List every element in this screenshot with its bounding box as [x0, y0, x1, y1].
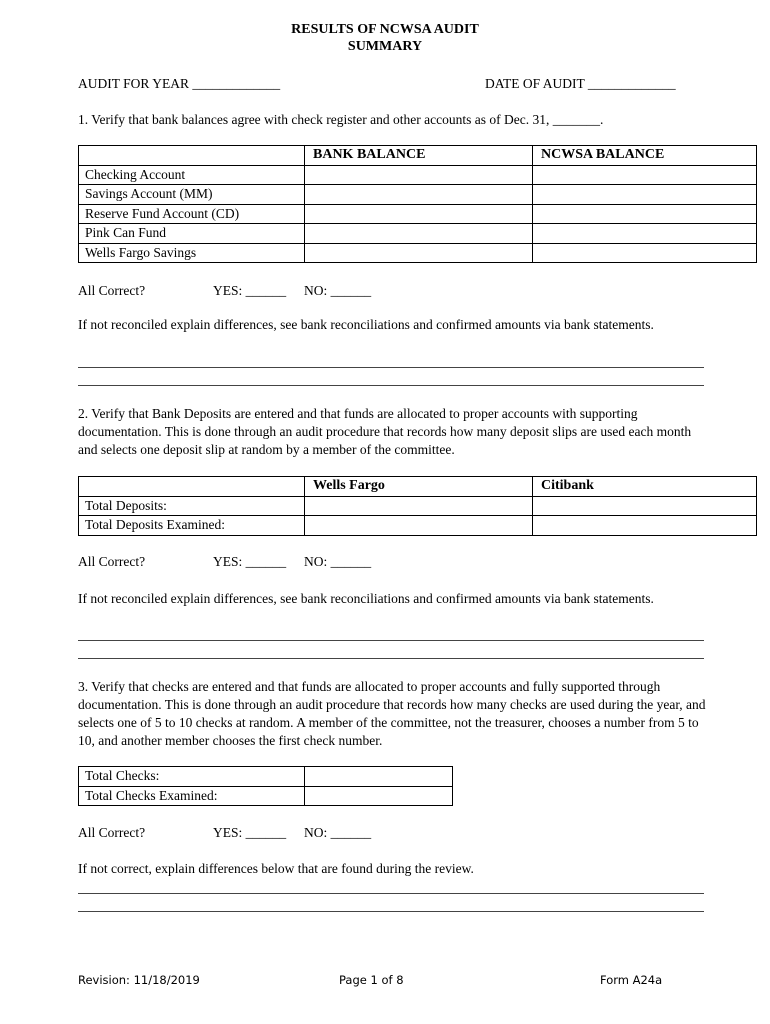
- deposits-table: [78, 476, 757, 536]
- row-label-savings: Savings Account (MM): [79, 185, 305, 205]
- bank-balance-cell[interactable]: [305, 165, 533, 185]
- audit-date-field[interactable]: DATE OF AUDIT _____________: [485, 76, 676, 91]
- table-row: [79, 224, 757, 244]
- all-correct-label: All Correct?: [78, 554, 146, 569]
- explain-text: If not reconciled explain differences, see bank reconciliations and confirmed amounts via bank statements.: [78, 591, 654, 606]
- table-row: [79, 185, 757, 205]
- audit-year-field[interactable]: AUDIT FOR YEAR _____________: [78, 76, 281, 91]
- answer-line[interactable]: [78, 385, 704, 386]
- row-label-total-deposits: Total Deposits:: [79, 496, 305, 516]
- ncwsa-balance-header: NCWSA BALANCE: [533, 146, 757, 166]
- bank-balance-cell[interactable]: [305, 204, 533, 224]
- explain-text: If not reconciled explain differences, see bank reconciliations and confirmed amounts via bank statements.: [78, 317, 654, 332]
- revision-date: Revision: 11/18/2019: [78, 973, 200, 987]
- bank-balance-cell[interactable]: [305, 243, 533, 263]
- row-label-total-checks: Total Checks:: [79, 767, 305, 787]
- no-field[interactable]: NO: ______: [304, 825, 372, 840]
- ncwsa-balance-cell[interactable]: [533, 243, 757, 263]
- checks-value-cell[interactable]: [305, 767, 453, 787]
- row-label-wells-fargo-savings: Wells Fargo Savings: [79, 243, 305, 263]
- table-row: [79, 767, 453, 787]
- row-label-reserve: Reserve Fund Account (CD): [79, 204, 305, 224]
- answer-line[interactable]: [78, 893, 704, 894]
- section3-instruction: 3. Verify that checks are entered and that funds are allocated to proper accounts and fully supported through documentation. This is done through an audit procedure that records how many checks are used during the year, and selects one of 5 to 10 checks at random. A member of the committee, not the treasurer, chooses a number from 5 to 10, and another member chooses the first check number.: [78, 679, 706, 748]
- ncwsa-balance-cell[interactable]: [533, 224, 757, 244]
- bank-balance-cell[interactable]: [305, 185, 533, 205]
- yes-field[interactable]: YES: ______: [213, 554, 287, 569]
- ncwsa-balance-cell[interactable]: [533, 165, 757, 185]
- yes-field[interactable]: YES: ______: [213, 283, 287, 298]
- bank-balance-table: [78, 145, 757, 263]
- table-row: [79, 516, 757, 536]
- wells-fargo-cell[interactable]: [305, 516, 533, 536]
- answer-line[interactable]: [78, 658, 704, 659]
- bank-balance-cell[interactable]: [305, 224, 533, 244]
- no-field[interactable]: NO: ______: [304, 554, 372, 569]
- row-label-checks-examined: Total Checks Examined:: [79, 786, 305, 806]
- table-header-row: [79, 477, 757, 497]
- yes-field[interactable]: YES: ______: [213, 825, 287, 840]
- citibank-cell[interactable]: [533, 496, 757, 516]
- no-field[interactable]: NO: ______: [304, 283, 372, 298]
- wells-fargo-cell[interactable]: [305, 496, 533, 516]
- row-label-pink-can: Pink Can Fund: [79, 224, 305, 244]
- table-row: [79, 786, 453, 806]
- all-correct-label: All Correct?: [78, 825, 146, 840]
- table-row: [79, 243, 757, 263]
- answer-line[interactable]: [78, 367, 704, 368]
- checks-table: [78, 766, 453, 806]
- table-row: [79, 165, 757, 185]
- citibank-header: Citibank: [533, 477, 757, 497]
- form-number: Form A24a: [600, 973, 663, 987]
- bank-balance-header: BANK BALANCE: [305, 146, 533, 166]
- all-correct-label: All Correct?: [78, 283, 146, 298]
- table-header-row: [79, 146, 757, 166]
- ncwsa-balance-cell[interactable]: [533, 204, 757, 224]
- answer-line[interactable]: [78, 911, 704, 912]
- table-header-cell: [79, 146, 305, 166]
- page-number: Page 1 of 8: [339, 973, 404, 987]
- document-title: RESULTS OF NCWSA AUDIT: [291, 22, 479, 37]
- explain-text: If not correct, explain differences below that are found during the review.: [78, 861, 474, 876]
- table-row: [79, 496, 757, 516]
- ncwsa-balance-cell[interactable]: [533, 185, 757, 205]
- table-row: [79, 204, 757, 224]
- section1-instruction: 1. Verify that bank balances agree with check register and other accounts as of Dec. 31, _______.: [78, 112, 604, 127]
- wells-fargo-header: Wells Fargo: [305, 477, 533, 497]
- table-header-cell: [79, 477, 305, 497]
- document-subtitle: SUMMARY: [347, 39, 423, 54]
- checks-value-cell[interactable]: [305, 786, 453, 806]
- answer-line[interactable]: [78, 640, 704, 641]
- citibank-cell[interactable]: [533, 516, 757, 536]
- row-label-deposits-examined: Total Deposits Examined:: [79, 516, 305, 536]
- section2-instruction: 2. Verify that Bank Deposits are entered and that funds are allocated to proper accounts with supporting documentation. This is done through an audit procedure that records how many deposit slips are used each month and selects one deposit slip at random by a member of the committee.: [78, 406, 692, 457]
- row-label-checking: Checking Account: [79, 165, 305, 185]
